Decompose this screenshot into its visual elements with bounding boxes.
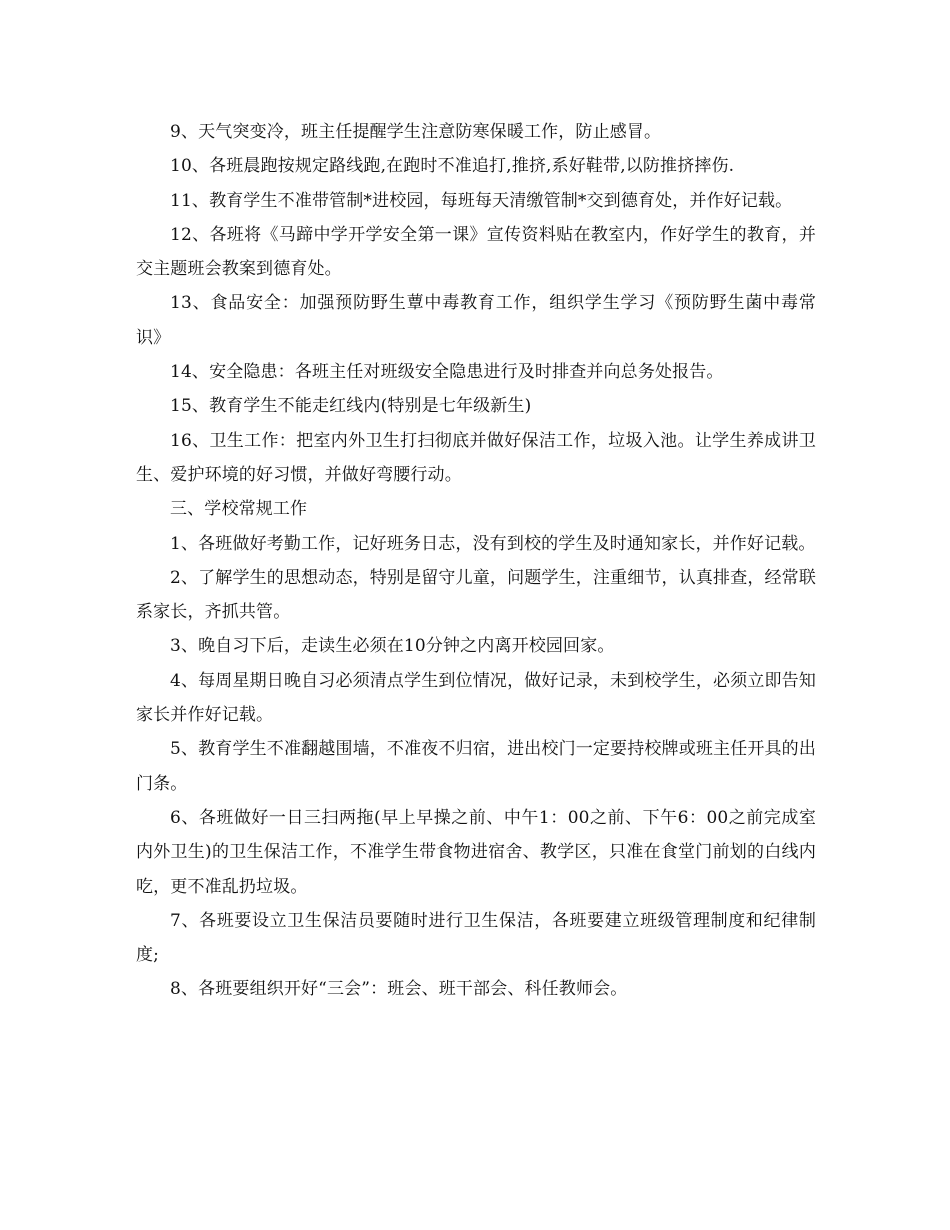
routine-item-6: 6、各班做好一日三扫两拖(早上早操之前、中午1：00之前、下午6：00之前完成室内外卫生)的卫生保洁工作，不准学生带食物进宿舍、教学区，只准在食堂门前划的白线内吃，更不准乱扔垃圾。 — [136, 807, 816, 897]
paragraph-item-14: 14、安全隐患：各班主任对班级安全隐患进行及时排查并向总务处报告。 — [170, 362, 724, 383]
paragraph-item-13: 13、食品安全：加强预防野生蕈中毒教育工作，组织学生学习《预防野生菌中毒常识》 — [136, 293, 816, 348]
routine-item-5: 5、教育学生不准翻越围墙，不准夜不归宿，进出校门一定要持校牌或班主任开具的出门条。 — [136, 739, 816, 794]
paragraph-item-10: 10、各班晨跑按规定路线跑,在跑时不准追打,推挤,系好鞋带,以防推挤摔伤. — [170, 156, 735, 177]
paragraph-item-11: 11、教育学生不准带管制*进校园，每班每天清缴管制*交到德育处，并作好记载。 — [170, 190, 793, 211]
routine-item-4: 4、每周星期日晚自习必须清点学生到位情况，做好记录，未到校学生，必须立即告知家长并作好记载。 — [136, 670, 816, 726]
routine-item-3: 3、晚自习下后，走读生必须在10分钟之内离开校园回家。 — [170, 636, 615, 657]
paragraph-item-12: 12、各班将《马蹄中学开学安全第一课》宣传资料贴在教室内，作好学生的教育，并交主题班会教案到德育处。 — [136, 224, 816, 280]
section-heading: 三、学校常规工作 — [170, 499, 308, 520]
document-body — [136, 115, 816, 1007]
routine-item-7: 7、各班要设立卫生保洁员要随时进行卫生保洁，各班要建立班级管理制度和纪律制度; — [136, 910, 816, 966]
routine-item-8: 8、各班要组织开好“三会”：班会、班干部会、科任教师会。 — [170, 979, 628, 1000]
paragraph-item-16: 16、卫生工作：把室内外卫生打扫彻底并做好保洁工作，垃圾入池。让学生养成讲卫生、爱护环境的好习惯，并做好弯腰行动。 — [136, 430, 816, 485]
paragraph-item-15: 15、教育学生不能走红线内(特别是七年级新生) — [170, 396, 532, 417]
routine-item-1: 1、各班做好考勤工作，记好班务日志，没有到校的学生及时通知家长，并作好记载。 — [170, 533, 816, 554]
routine-item-2: 2、了解学生的思想动态，特别是留守儿童，问题学生，注重细节，认真排查，经常联系家长，齐抓共管。 — [136, 567, 816, 623]
paragraph-item-9: 9、天气突变冷，班主任提醒学生注意防寒保暖工作，防止感冒。 — [170, 122, 662, 142]
